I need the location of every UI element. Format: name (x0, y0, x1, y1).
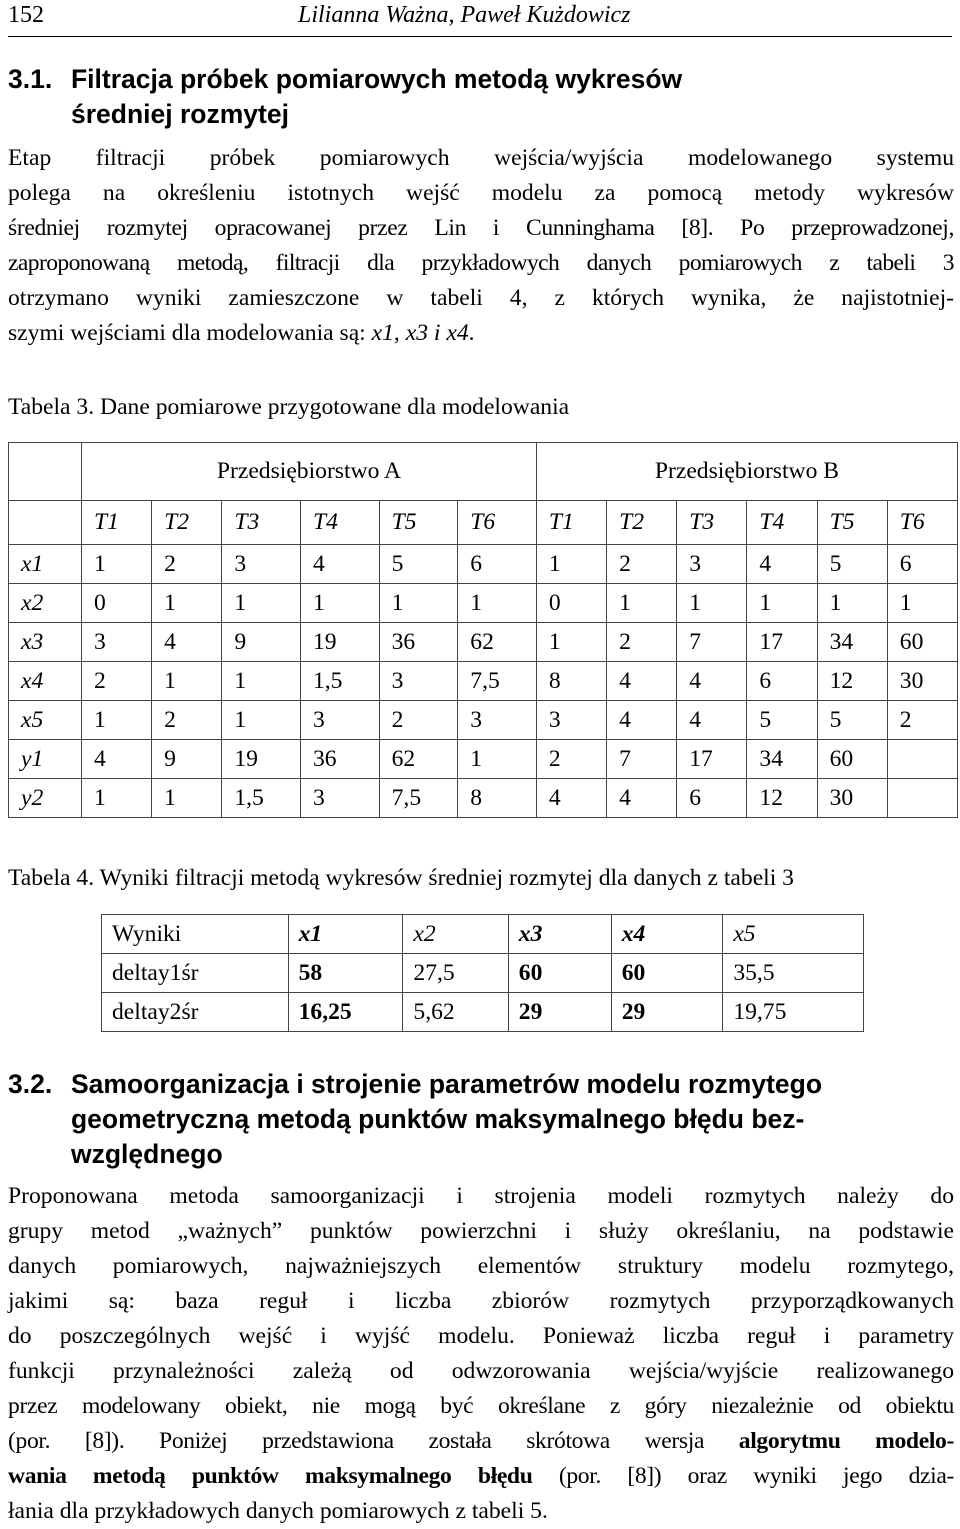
table-cell: 0 (536, 584, 606, 623)
table-cell: 4 (747, 545, 817, 584)
column-header: T3 (677, 501, 747, 545)
table-cell: 1 (300, 584, 379, 623)
table-cell: 4 (152, 623, 222, 662)
paragraph-text: szymi wejściami dla modelowania są: (8, 320, 372, 346)
table-cell: 4 (677, 701, 747, 740)
table-cell: 58 (288, 954, 403, 993)
column-header: T2 (607, 501, 677, 545)
table-cell: 1 (887, 584, 957, 623)
table-cell: 1 (152, 662, 222, 701)
paragraph-line (8, 1424, 954, 1459)
section-number: 3.1. (8, 64, 53, 94)
table-cell: 19 (222, 740, 301, 779)
table-row (9, 545, 958, 584)
table-cell: 2 (379, 701, 458, 740)
row-label: x3 (9, 623, 82, 662)
section-3-1-title (8, 62, 952, 132)
column-header: T1 (536, 501, 606, 545)
row-label: x1 (9, 545, 82, 584)
table-3-caption: Tabela 3. Dane pomiarowe przygotowane dla modelowania (8, 394, 570, 420)
table-cell: 9 (222, 623, 301, 662)
table-cell: 5,62 (403, 993, 508, 1032)
table-cell: 1 (152, 584, 222, 623)
table-cell: 1,5 (300, 662, 379, 701)
section-title-line: geometryczną metodą punktów maksymalnego błędu bez- (71, 1104, 805, 1134)
paragraph-text: (por. [8]) oraz wyniki jego dzia- (532, 1463, 954, 1489)
column-header: x3 (508, 915, 611, 954)
section-3-1-paragraph (8, 141, 954, 351)
table-3 (8, 442, 958, 818)
table-cell: 1 (458, 740, 537, 779)
page-number: 152 (8, 2, 44, 28)
table-cell: 8 (458, 779, 537, 818)
table-cell: 1,5 (222, 779, 301, 818)
table-row (102, 993, 864, 1032)
table-row (9, 662, 958, 701)
table-cell: 3 (536, 701, 606, 740)
table-cell: 4 (536, 779, 606, 818)
table-cell: 19,75 (723, 993, 864, 1032)
bold-phrase: algorytmu modelo- (738, 1428, 954, 1454)
table-cell: 4 (607, 701, 677, 740)
paragraph-line: otrzymano wyniki zamieszczone w tabeli 4, z których wynika, że najistotniej- (8, 285, 954, 311)
table-cell: 1 (222, 701, 301, 740)
section-3-2-title (8, 1067, 952, 1172)
table-cell: 4 (607, 662, 677, 701)
table-cell: 7 (677, 623, 747, 662)
paragraph-line: funkcji przynależności zależą od odwzorowania wejścia/wyjście realizowanego (8, 1358, 954, 1384)
table-cell: 4 (677, 662, 747, 701)
table-cell: 0 (82, 584, 152, 623)
table-cell: 29 (611, 993, 723, 1032)
table-cell: 7,5 (379, 779, 458, 818)
column-header: T1 (82, 501, 152, 545)
table-cell: 9 (152, 740, 222, 779)
table-cell: 5 (379, 545, 458, 584)
paragraph-text: (por. [8]). Poniżej przedstawiona została skrótowa wersja (8, 1428, 739, 1454)
row-label: x5 (9, 701, 82, 740)
column-header: T5 (817, 501, 887, 545)
table-cell (887, 779, 957, 818)
table-cell: 6 (747, 662, 817, 701)
table-cell: 5 (817, 545, 887, 584)
table-cell: 7,5 (458, 662, 537, 701)
table-cell: 8 (536, 662, 606, 701)
table-cell: 3 (300, 701, 379, 740)
column-header: T4 (747, 501, 817, 545)
section-title-line: względnego (71, 1139, 223, 1169)
table-cell: 4 (607, 779, 677, 818)
section-title-line: Filtracja próbek pomiarowych metodą wykresów (71, 64, 683, 94)
row-label: y1 (9, 740, 82, 779)
table-cell: 2 (607, 545, 677, 584)
column-header-row (9, 501, 958, 545)
table-cell: 36 (300, 740, 379, 779)
table-cell: 4 (300, 545, 379, 584)
table-cell: 2 (152, 545, 222, 584)
column-header: T6 (458, 501, 537, 545)
table-cell: 1 (82, 779, 152, 818)
table-row (9, 623, 958, 662)
table-cell: 4 (82, 740, 152, 779)
table-row (9, 740, 958, 779)
column-header: x4 (611, 915, 723, 954)
table-header-row (102, 915, 864, 954)
table-cell: 2 (536, 740, 606, 779)
table-cell: 5 (817, 701, 887, 740)
table-cell: 12 (747, 779, 817, 818)
table-cell: 35,5 (723, 954, 864, 993)
table-cell: 62 (379, 740, 458, 779)
paragraph-line: danych pomiarowych, najważniejszych elementów struktury modelu rozmytego, (8, 1253, 954, 1279)
table-cell: 16,25 (288, 993, 403, 1032)
table-cell: 1 (536, 545, 606, 584)
paragraph-line-last: łania dla przykładowych danych pomiarowych z tabeli 5. (8, 1498, 548, 1524)
paragraph-line (8, 1459, 954, 1494)
table-cell: 30 (817, 779, 887, 818)
table-cell: 2 (82, 662, 152, 701)
page-header (8, 0, 952, 37)
table-cell: 30 (887, 662, 957, 701)
table-cell: 1 (152, 779, 222, 818)
table-cell: 3 (300, 779, 379, 818)
row-label: deltay2śr (102, 993, 289, 1032)
table-cell: 1 (82, 701, 152, 740)
paragraph-text: . (468, 320, 475, 346)
table-cell: 3 (222, 545, 301, 584)
italic-variables: x1, x3 i x4 (371, 320, 469, 346)
table-cell: 60 (611, 954, 723, 993)
bold-phrase: wania metodą punktów maksymalnego błędu (8, 1463, 533, 1489)
table-cell: 3 (458, 701, 537, 740)
table-cell: 1 (817, 584, 887, 623)
table-cell: 29 (508, 993, 611, 1032)
table-cell: 2 (887, 701, 957, 740)
paragraph-line: Etap filtracji próbek pomiarowych wejścia/wyjścia modelowanego systemu (8, 145, 954, 171)
table-cell: 36 (379, 623, 458, 662)
column-header: T2 (152, 501, 222, 545)
paragraph-line: Proponowana metoda samoorganizacji i strojenia modeli rozmytych należy do (8, 1183, 954, 1209)
table-cell: 1 (607, 584, 677, 623)
column-header: T5 (379, 501, 458, 545)
row-label: x4 (9, 662, 82, 701)
section-3-2-paragraph (8, 1179, 954, 1529)
group-header-b: Przedsiębiorstwo B (536, 443, 957, 501)
table-row (9, 584, 958, 623)
group-header-a: Przedsiębiorstwo A (82, 443, 537, 501)
running-authors: Lilianna Ważna, Paweł Kużdowicz (298, 2, 631, 28)
table-cell: 3 (82, 623, 152, 662)
table-corner-cell (9, 443, 82, 501)
paragraph-line: zaproponowaną metodą, filtracji dla przykładowych danych pomiarowych z tabeli 3 (8, 250, 954, 276)
table-cell: 6 (677, 779, 747, 818)
table-row (9, 701, 958, 740)
table-4 (101, 914, 864, 1032)
table-cell: 17 (677, 740, 747, 779)
table-cell: 1 (82, 545, 152, 584)
section-title-line: Samoorganizacja i strojenie parametrów modelu rozmytego (71, 1069, 823, 1099)
paragraph-line: polega na określeniu istotnych wejść modelu za pomocą metody wykresów (8, 180, 954, 206)
table-cell: 34 (747, 740, 817, 779)
table-cell: 2 (152, 701, 222, 740)
table-cell: 34 (817, 623, 887, 662)
column-header: x2 (403, 915, 508, 954)
column-header: T6 (887, 501, 957, 545)
table-4-caption: Tabela 4. Wyniki filtracji metodą wykresów średniej rozmytej dla danych z tabeli 3 (8, 865, 794, 891)
table-cell: 1 (536, 623, 606, 662)
table-cell: 1 (747, 584, 817, 623)
table-cell: 12 (817, 662, 887, 701)
paragraph-line: do poszczególnych wejść i wyjść modelu. Ponieważ liczba reguł i parametry (8, 1323, 954, 1349)
table-cell: 1 (222, 584, 301, 623)
table-cell: 3 (379, 662, 458, 701)
row-label: x2 (9, 584, 82, 623)
column-header: x1 (288, 915, 403, 954)
table-cell: 5 (747, 701, 817, 740)
table-row (102, 954, 864, 993)
paragraph-line-last (8, 316, 954, 351)
column-header: Wyniki (102, 915, 289, 954)
paragraph-line: jakimi są: baza reguł i liczba zbiorów rozmytych przyporządkowanych (8, 1288, 954, 1314)
column-header: x5 (723, 915, 864, 954)
table-cell: 6 (458, 545, 537, 584)
column-header: T3 (222, 501, 301, 545)
table-cell: 1 (458, 584, 537, 623)
section-title-line: średniej rozmytej (71, 99, 289, 129)
table-row (9, 779, 958, 818)
table-cell: 1 (677, 584, 747, 623)
table-cell: 3 (677, 545, 747, 584)
row-label: deltay1śr (102, 954, 289, 993)
paragraph-line: średniej rozmytej opracowanej przez Lin i Cunninghama [8]. Po przeprowadzonej, (8, 215, 954, 241)
table-cell: 60 (887, 623, 957, 662)
row-label-header (9, 501, 82, 545)
column-header: T4 (300, 501, 379, 545)
table-cell: 60 (508, 954, 611, 993)
table-cell: 1 (222, 662, 301, 701)
row-label: y2 (9, 779, 82, 818)
paragraph-line: grupy metod „ważnych” punktów powierzchni i służy określaniu, na podstawie (8, 1218, 954, 1244)
table-cell: 7 (607, 740, 677, 779)
table-cell: 1 (379, 584, 458, 623)
table-cell: 27,5 (403, 954, 508, 993)
table-cell: 17 (747, 623, 817, 662)
table-cell (887, 740, 957, 779)
table-cell: 60 (817, 740, 887, 779)
table-cell: 2 (607, 623, 677, 662)
section-number: 3.2. (8, 1069, 53, 1099)
paragraph-line: przez modelowany obiekt, nie mogą być określane z góry niezależnie od obiektu (8, 1393, 954, 1419)
table-cell: 62 (458, 623, 537, 662)
table-cell: 19 (300, 623, 379, 662)
table-cell: 6 (887, 545, 957, 584)
